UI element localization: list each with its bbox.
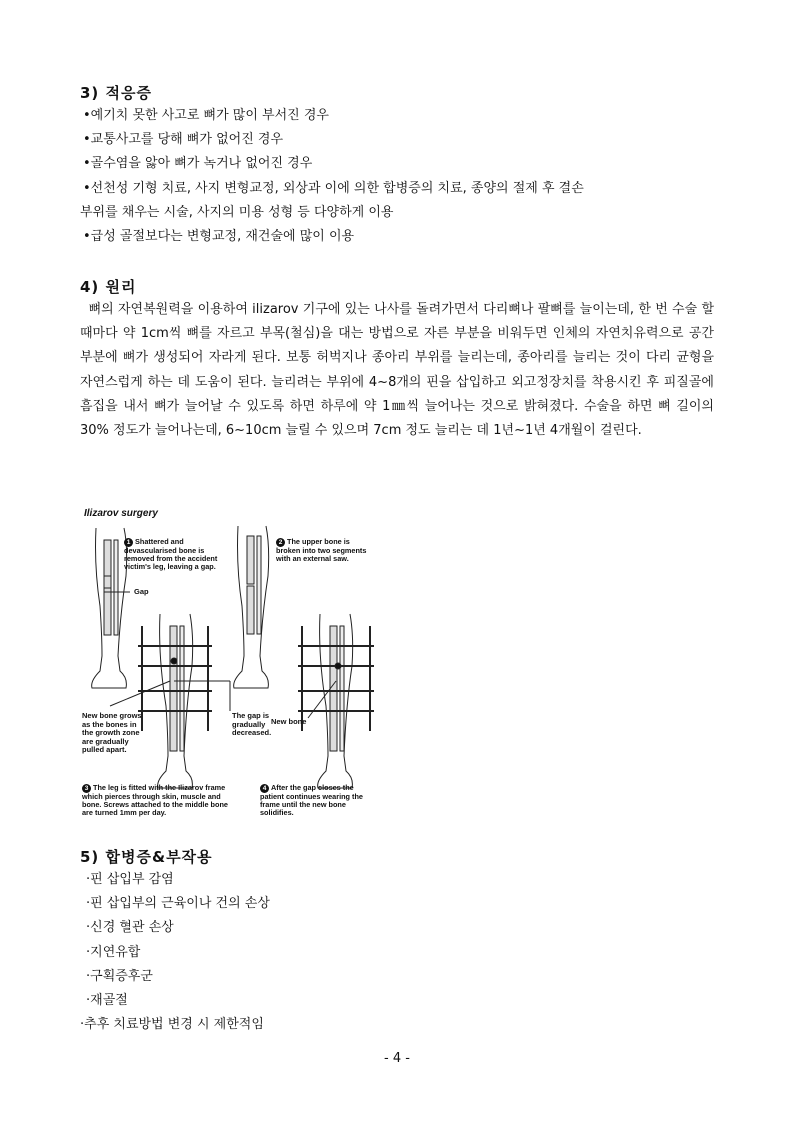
list-item: •급성 골절보다는 변형교정, 재건술에 많이 이용	[83, 229, 355, 245]
list-item: ·재골절	[86, 993, 128, 1009]
indications-list	[80, 104, 714, 249]
list-item: ·지연유합	[86, 944, 141, 960]
list-item: ·신경 혈관 손상	[86, 920, 174, 936]
list-item: ·핀 삽입부의 근육이나 건의 손상	[86, 896, 270, 912]
section-heading-complications: 5) 합병증&부작용	[80, 848, 213, 866]
gap-label: Gap	[134, 587, 149, 596]
step-3-caption: 3 The leg is fitted with the Ilizarov frame which pierces through skin, muscle and bone. Screws attached to the middle bone are turned 1mm per day.	[82, 783, 228, 818]
section-heading-indications: 3) 적응증	[80, 84, 152, 102]
step-4-caption: 4 After the gap closes the patient continues wearing the frame until the new bone solidifies.	[260, 783, 363, 818]
principle-paragraph: 뼈의 자연복원력을 이용하여 ilizarov 기구에 있는 나사를 돌려가면서 다리뼈나 팔뼈를 늘이는데, 한 번 수술 할 때마다 약 1cm씩 뼈를 자르고 부목(철심)을 대는 방법으로 자른 부분을 비워두면 인체의 자연치유력으로 공간 부분에 뼈가 생성되어 자라게 된다. 보통 허벅지나 종아리 부위를 늘리는데, 종아리를 늘리는 것이 다리 균형을 자연스럽게 하는 데 도움이 된다. 늘리려는 부위에 4~8개의 핀을 삽입하고 외고정장치를 착용시킨 후 피질골에 흠집을 내서 뼈가 늘어날 수 있도록 하면 하루에 약 1㎜씩 늘어나는 것으로 밝혀졌다. 수술을 하면 뼈 길이의 30% 정도가 늘어나는데, 6~10cm 늘릴 수 있으며 7cm 정도 늘리는 데 1년~1년 4개월이 걸린다.	[80, 302, 719, 439]
section-heading-principle: 4) 원리	[80, 278, 137, 296]
list-item: •선천성 기형 치료, 사지 변형교정, 외상과 이에 의한 합병증의 치료, 종양의 절제 후 결손	[83, 180, 584, 196]
figure-title: Ilizarov surgery	[84, 508, 158, 519]
list-item: ·추후 치료방법 변경 시 제한적임	[80, 1017, 264, 1033]
ilizarov-figure	[80, 506, 380, 824]
list-item-continuation: 부위를 채우는 시술, 사지의 미용 성형 등 다양하게 이용	[80, 204, 394, 220]
gap-decreased-label: The gap is gradually decreased.	[232, 711, 272, 737]
list-item: •교통사고를 당해 뼈가 없어진 경우	[83, 132, 284, 148]
list-item: •골수염을 앓아 뼈가 녹거나 없어진 경우	[83, 156, 313, 172]
list-item: ·구획증후군	[86, 968, 153, 984]
step-1-caption: 1 Shattered and devascularised bone is removed from the accident victim's leg, leaving a gap.	[124, 537, 218, 572]
new-bone-grows-label: New bone grows as the bones in the growth zone are gradually pulled apart.	[82, 711, 142, 754]
page-number: - 4 -	[384, 1051, 410, 1066]
new-bone-label: New bone	[271, 717, 307, 726]
step-2-caption: 2 The upper bone is broken into two segments with an external saw.	[276, 537, 367, 564]
list-item: •예기치 못한 사고로 뼈가 많이 부서진 경우	[83, 108, 329, 123]
list-item: ·핀 삽입부 감염	[86, 872, 174, 887]
complications-list	[80, 868, 714, 1037]
